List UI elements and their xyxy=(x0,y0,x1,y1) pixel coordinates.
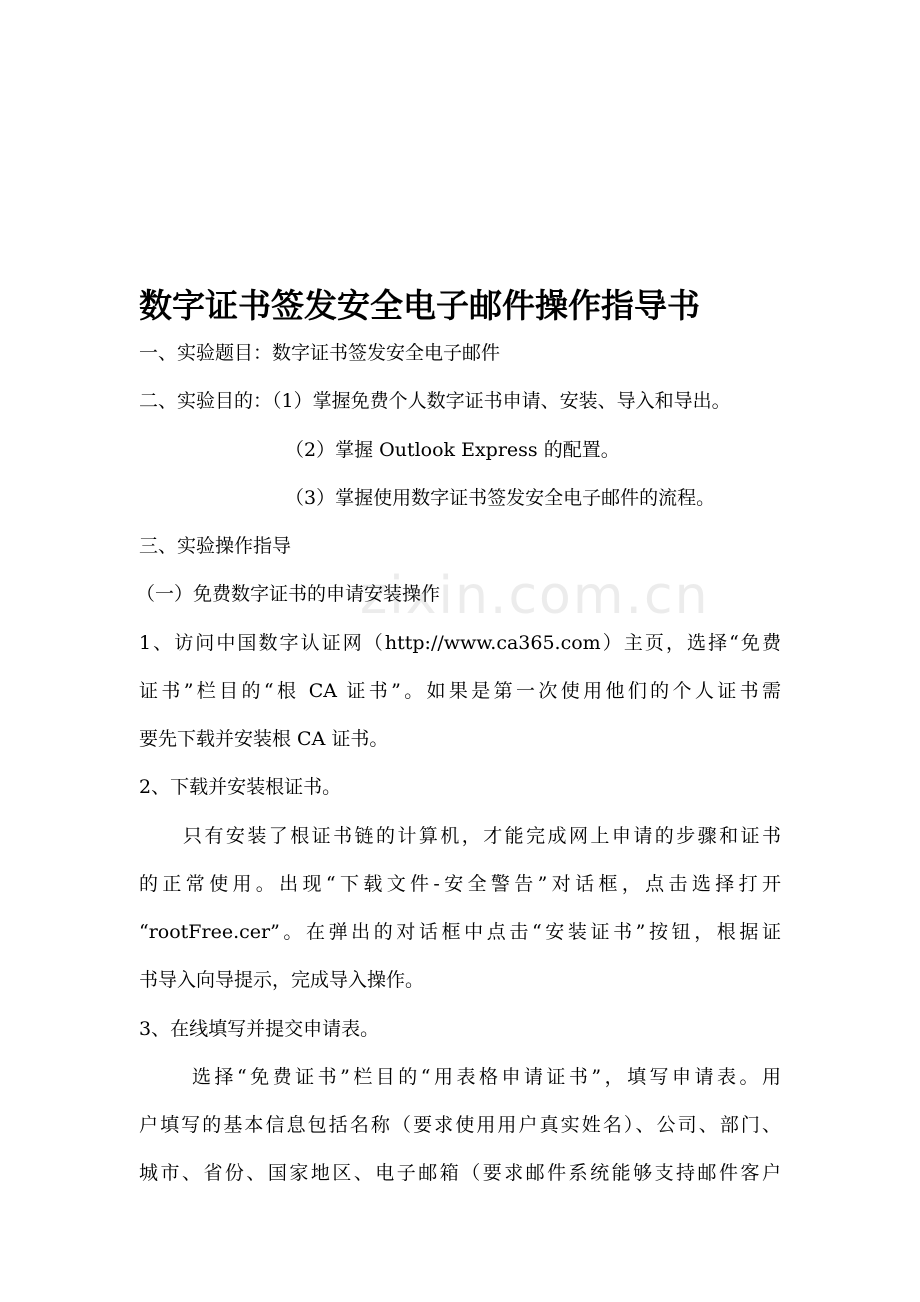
document-title: 数字证书签发安全电子邮件操作指导书 xyxy=(139,286,700,325)
paragraph-line: 证书”栏目的“根 CA 证书”。如果是第一次使用他们的个人证书需 xyxy=(139,680,781,702)
experiment-purpose-1: 二、实验目的：（1）掌握免费个人数字证书申请、安装、导入和导出。 xyxy=(139,390,731,412)
subsection-heading-1: （一）免费数字证书的申请安装操作 xyxy=(136,583,441,605)
paragraph-line: 城市、省份、国家地区、电子邮箱（要求邮件系统能够支持邮件客户 xyxy=(139,1162,781,1184)
experiment-purpose-2: （2）掌握 Outlook Express 的配置。 xyxy=(285,439,620,461)
paragraph-line: 要先下载并安装根 CA 证书。 xyxy=(139,728,389,750)
experiment-topic: 一、实验题目：数字证书签发安全电子邮件 xyxy=(139,342,501,364)
paragraph-line: 户填写的基本信息包括名称（要求使用用户真实姓名）、公司、部门、 xyxy=(139,1114,781,1136)
paragraph-line: 书导入向导提示，完成导入操作。 xyxy=(139,969,425,991)
section-heading-3: 三、实验操作指导 xyxy=(139,535,292,557)
experiment-purpose-3: （3）掌握使用数字证书签发安全电子邮件的流程。 xyxy=(285,487,716,509)
paragraph-line: “rootFree.cer”。在弹出的对话框中点击“安装证书”按钮，根据证 xyxy=(139,921,781,943)
paragraph-line: 的正常使用。出现“下载文件-安全警告”对话框，点击选择打开 xyxy=(139,873,781,895)
watermark: zixin.com.cn xyxy=(360,566,710,626)
paragraph-line: 1、访问中国数字认证网（http://www.ca365.com）主页，选择“免费 xyxy=(139,632,781,654)
paragraph-line: 只有安装了根证书链的计算机，才能完成网上申请的步骤和证书 xyxy=(183,825,781,847)
step-heading-3: 3、在线填写并提交申请表。 xyxy=(139,1018,380,1040)
paragraph-line: 选择“免费证书”栏目的“用表格申请证书”，填写申请表。用 xyxy=(192,1066,781,1088)
step-heading-2: 2、下载并安装根证书。 xyxy=(139,776,342,798)
